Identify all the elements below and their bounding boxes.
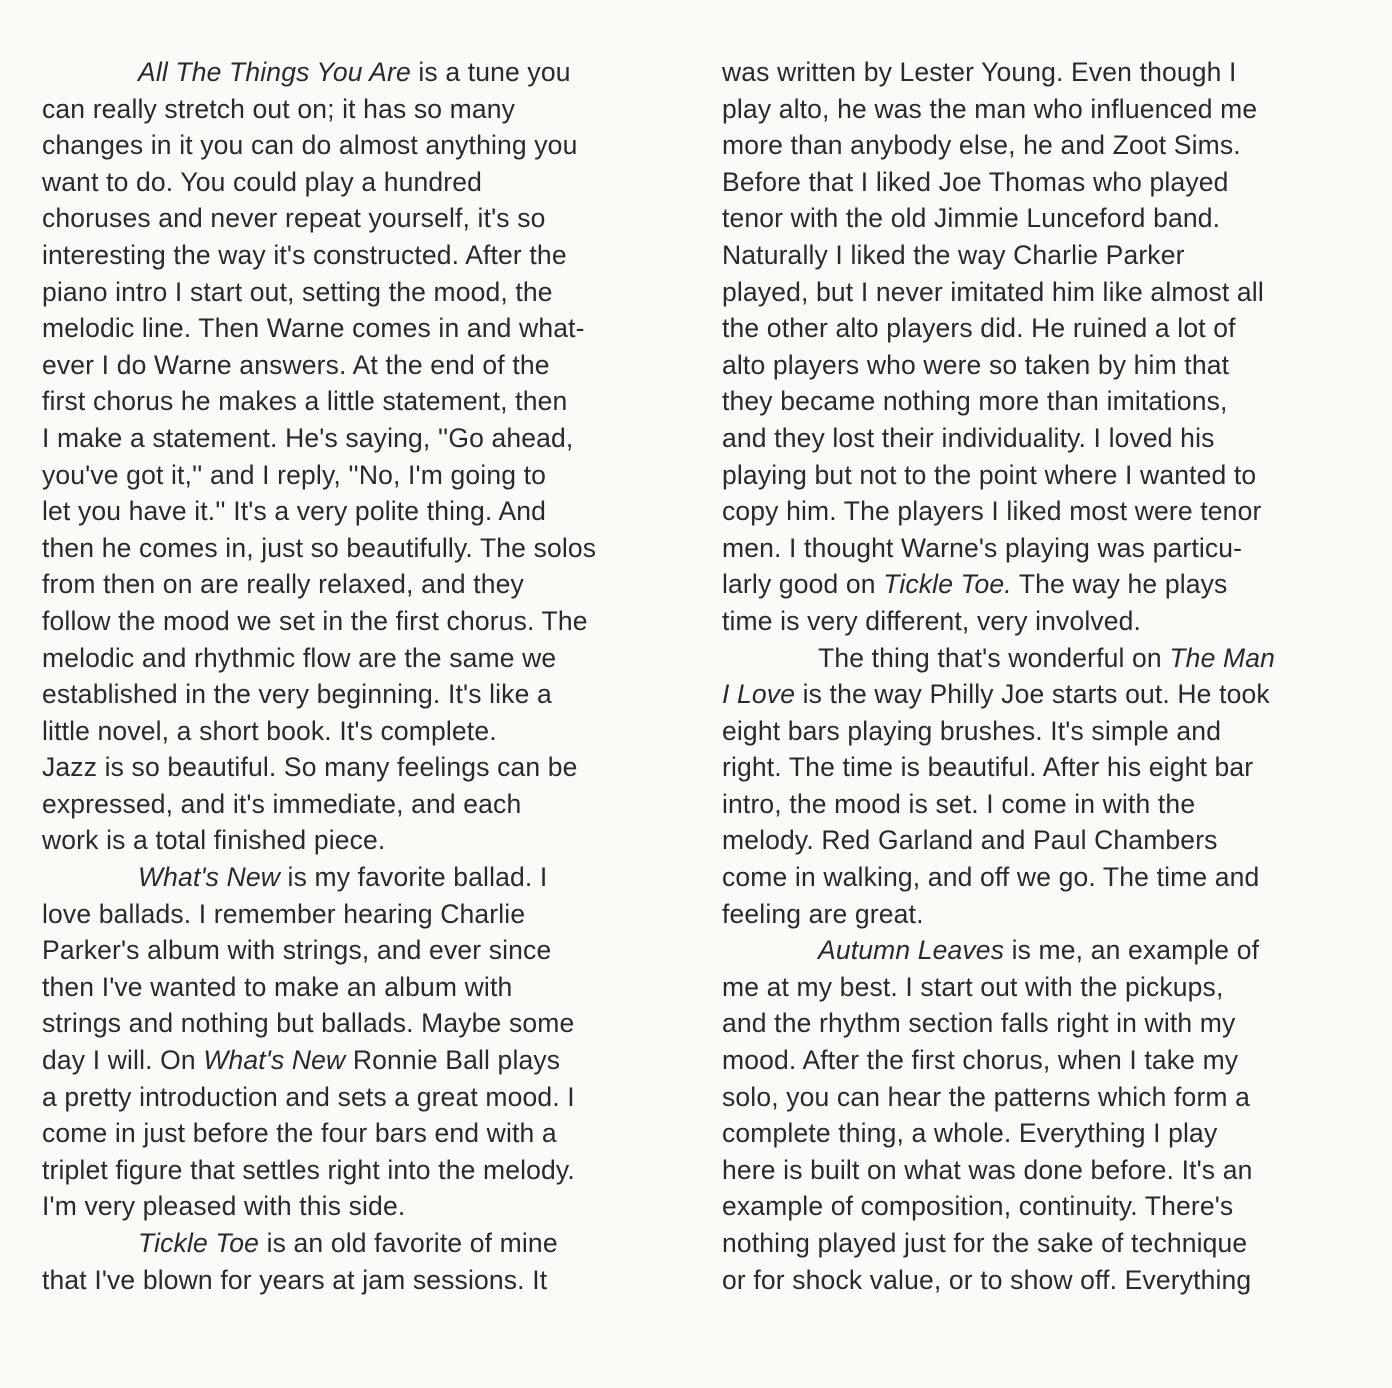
- italic-title: What's New: [203, 1045, 346, 1076]
- text-segment: Parker's album with strings, and ever since: [42, 935, 552, 966]
- text-line: [722, 969, 1340, 1006]
- text-segment: mood. After the first chorus, when I take my: [722, 1045, 1239, 1076]
- text-line: [42, 749, 657, 786]
- text-segment: Ronnie Ball plays: [345, 1045, 561, 1076]
- text-segment: eight bars playing brushes. It's simple and: [722, 715, 1222, 746]
- text-line: [722, 859, 1340, 896]
- text-line: [722, 713, 1340, 750]
- text-segment: interesting the way it's constructed. After the: [42, 239, 567, 270]
- text-line: [722, 1188, 1340, 1225]
- text-segment: from then on are really relaxed, and they: [42, 569, 524, 600]
- italic-title: All The Things You Are: [138, 57, 411, 87]
- text-segment: I make a statement. He's saying, ''Go ahead,: [42, 422, 574, 453]
- text-segment: time is very different, very involved.: [722, 605, 1142, 636]
- text-segment: and the rhythm section falls right in with my: [722, 1008, 1236, 1039]
- text-line: [42, 1005, 657, 1042]
- text-line: [42, 932, 657, 969]
- text-line: [42, 713, 657, 750]
- text-segment: established in the very beginning. It's like a: [42, 679, 552, 710]
- text-segment: is me, an example of: [1004, 935, 1260, 966]
- text-line: [722, 1152, 1340, 1189]
- text-line: [42, 237, 657, 274]
- text-segment: love ballads. I remember hearing Charlie: [42, 898, 526, 929]
- text-line: [722, 1042, 1340, 1079]
- text-segment: alto players who were so taken by him that: [722, 349, 1230, 380]
- text-segment: men. I thought Warne's playing was particu-: [722, 532, 1243, 563]
- text-line: [42, 896, 657, 933]
- text-segment: then he comes in, just so beautifully. The solos: [42, 532, 597, 563]
- text-segment: nothing played just for the sake of technique: [722, 1228, 1248, 1258]
- text-line: [42, 274, 657, 311]
- text-line: [42, 1225, 657, 1262]
- text-segment: me at my best. I start out with the pickups,: [722, 971, 1224, 1002]
- text-line: [42, 127, 657, 164]
- text-segment: feeling are great.: [722, 898, 924, 929]
- text-segment: follow the mood we set in the first chorus. The: [42, 605, 588, 636]
- text-segment: or for shock value, or to show off. Everything: [722, 1264, 1252, 1295]
- text-line: [722, 164, 1340, 201]
- text-segment: Before that I liked Joe Thomas who played: [722, 166, 1229, 197]
- text-segment: Jazz is so beautiful. So many feelings can be: [42, 752, 578, 783]
- text-line: [42, 383, 657, 420]
- text-segment: copy him. The players I liked most were tenor: [722, 496, 1262, 527]
- text-line: [722, 566, 1340, 603]
- text-line: [722, 347, 1340, 384]
- text-line: [42, 493, 657, 530]
- right-text-column: [722, 54, 1340, 1298]
- text-segment: then I've wanted to make an album with: [42, 971, 513, 1002]
- italic-title: The Man: [1169, 642, 1275, 673]
- text-line: [42, 822, 657, 859]
- text-line: [42, 786, 657, 823]
- text-line: [722, 1079, 1340, 1116]
- text-segment: example of composition, continuity. There's: [722, 1191, 1234, 1222]
- text-segment: work is a total finished piece.: [42, 825, 386, 856]
- text-segment: melodic and rhythmic flow are the same we: [42, 642, 557, 673]
- text-segment: is an old favorite of mine: [259, 1228, 558, 1258]
- text-segment: they became nothing more than imitations,: [722, 386, 1228, 417]
- text-segment: melodic line. Then Warne comes in and what-: [42, 313, 585, 344]
- text-line: [722, 274, 1340, 311]
- text-segment: solo, you can hear the patterns which form a: [722, 1081, 1251, 1112]
- text-line: [42, 676, 657, 713]
- text-segment: come in just before the four bars end with a: [42, 1118, 557, 1149]
- text-segment: triplet figure that settles right into the melody.: [42, 1154, 575, 1185]
- text-line: [722, 640, 1340, 677]
- text-line: [42, 1115, 657, 1152]
- text-segment: was written by Lester Young. Even though I: [722, 57, 1237, 87]
- text-segment: The way he plays: [1011, 569, 1228, 600]
- left-text-column: [42, 54, 657, 1298]
- text-segment: larly good on: [722, 569, 884, 600]
- text-line: [722, 822, 1340, 859]
- text-segment: that I've blown for years at jam sessions. It: [42, 1264, 548, 1295]
- text-line: [722, 676, 1340, 713]
- text-line: [42, 1152, 657, 1189]
- text-line: [722, 1005, 1340, 1042]
- text-line: [722, 786, 1340, 823]
- text-line: [42, 91, 657, 128]
- text-line: [722, 310, 1340, 347]
- italic-title: I Love: [722, 679, 796, 710]
- text-segment: choruses and never repeat yourself, it's so: [42, 203, 546, 234]
- text-line: [42, 1079, 657, 1116]
- text-segment: playing but not to the point where I wanted to: [722, 459, 1257, 490]
- text-line: [722, 127, 1340, 164]
- text-line: [722, 54, 1340, 91]
- text-line: [42, 530, 657, 567]
- text-line: [42, 603, 657, 640]
- text-line: [722, 1225, 1340, 1262]
- text-segment: is the way Philly Joe starts out. He took: [795, 679, 1270, 710]
- text-line: [42, 164, 657, 201]
- text-segment: play alto, he was the man who influenced me: [722, 93, 1258, 124]
- text-line: [722, 237, 1340, 274]
- text-line: [722, 749, 1340, 786]
- text-segment: is my favorite ballad. I: [280, 862, 548, 893]
- text-segment: the other alto players did. He ruined a lot of: [722, 313, 1236, 344]
- text-line: [722, 383, 1340, 420]
- text-segment: changes in it you can do almost anything you: [42, 130, 578, 161]
- text-line: [42, 420, 657, 457]
- italic-title: Autumn Leaves: [818, 935, 1005, 966]
- text-segment: little novel, a short book. It's complete.: [42, 715, 497, 746]
- text-segment: you've got it,'' and I reply, ''No, I'm going to: [42, 459, 547, 490]
- text-segment: melody. Red Garland and Paul Chambers: [722, 825, 1218, 856]
- text-line: [42, 54, 657, 91]
- text-segment: want to do. You could play a hundred: [42, 166, 483, 197]
- text-segment: let you have it.'' It's a very polite thing. And: [42, 496, 547, 527]
- text-segment: come in walking, and off we go. The time and: [722, 862, 1260, 893]
- text-segment: first chorus he makes a little statement, then: [42, 386, 568, 417]
- text-segment: ever I do Warne answers. At the end of the: [42, 349, 550, 380]
- text-segment: here is built on what was done before. It's an: [722, 1154, 1253, 1185]
- text-segment: can really stretch out on; it has so many: [42, 93, 516, 124]
- text-line: [42, 566, 657, 603]
- text-segment: expressed, and it's immediate, and each: [42, 788, 522, 819]
- text-segment: I'm very pleased with this side.: [42, 1191, 406, 1222]
- text-line: [42, 1188, 657, 1225]
- text-line: [42, 1262, 657, 1299]
- text-segment: and they lost their individuality. I loved his: [722, 422, 1215, 453]
- text-segment: strings and nothing but ballads. Maybe some: [42, 1008, 575, 1039]
- text-line: [42, 347, 657, 384]
- text-line: [42, 1042, 657, 1079]
- text-line: [722, 1262, 1340, 1299]
- text-line: [42, 859, 657, 896]
- text-segment: Naturally I liked the way Charlie Parker: [722, 239, 1185, 270]
- italic-title: What's New: [138, 862, 281, 893]
- text-line: [722, 91, 1340, 128]
- text-line: [42, 969, 657, 1006]
- italic-title: Tickle Toe: [138, 1228, 260, 1258]
- italic-title: Tickle Toe.: [883, 569, 1012, 600]
- text-line: [42, 200, 657, 237]
- text-segment: more than anybody else, he and Zoot Sims.: [722, 130, 1241, 161]
- text-line: [722, 932, 1340, 969]
- text-line: [42, 640, 657, 677]
- text-line: [722, 493, 1340, 530]
- text-line: [722, 603, 1340, 640]
- text-segment: right. The time is beautiful. After his eight bar: [722, 752, 1254, 783]
- text-segment: intro, the mood is set. I come in with the: [722, 788, 1196, 819]
- text-segment: is a tune you: [410, 57, 571, 87]
- text-segment: day I will. On: [42, 1045, 204, 1076]
- text-line: [42, 310, 657, 347]
- text-line: [722, 1115, 1340, 1152]
- text-line: [722, 200, 1340, 237]
- text-line: [722, 457, 1340, 494]
- text-segment: a pretty introduction and sets a great mood. I: [42, 1081, 575, 1112]
- text-segment: piano intro I start out, setting the mood, the: [42, 276, 553, 307]
- text-segment: tenor with the old Jimmie Lunceford band.: [722, 203, 1221, 234]
- text-segment: played, but I never imitated him like almost all: [722, 276, 1264, 307]
- text-segment: complete thing, a whole. Everything I play: [722, 1118, 1218, 1149]
- text-line: [722, 530, 1340, 567]
- text-segment: The thing that's wonderful on: [818, 642, 1170, 673]
- text-line: [722, 896, 1340, 933]
- text-line: [42, 457, 657, 494]
- text-line: [722, 420, 1340, 457]
